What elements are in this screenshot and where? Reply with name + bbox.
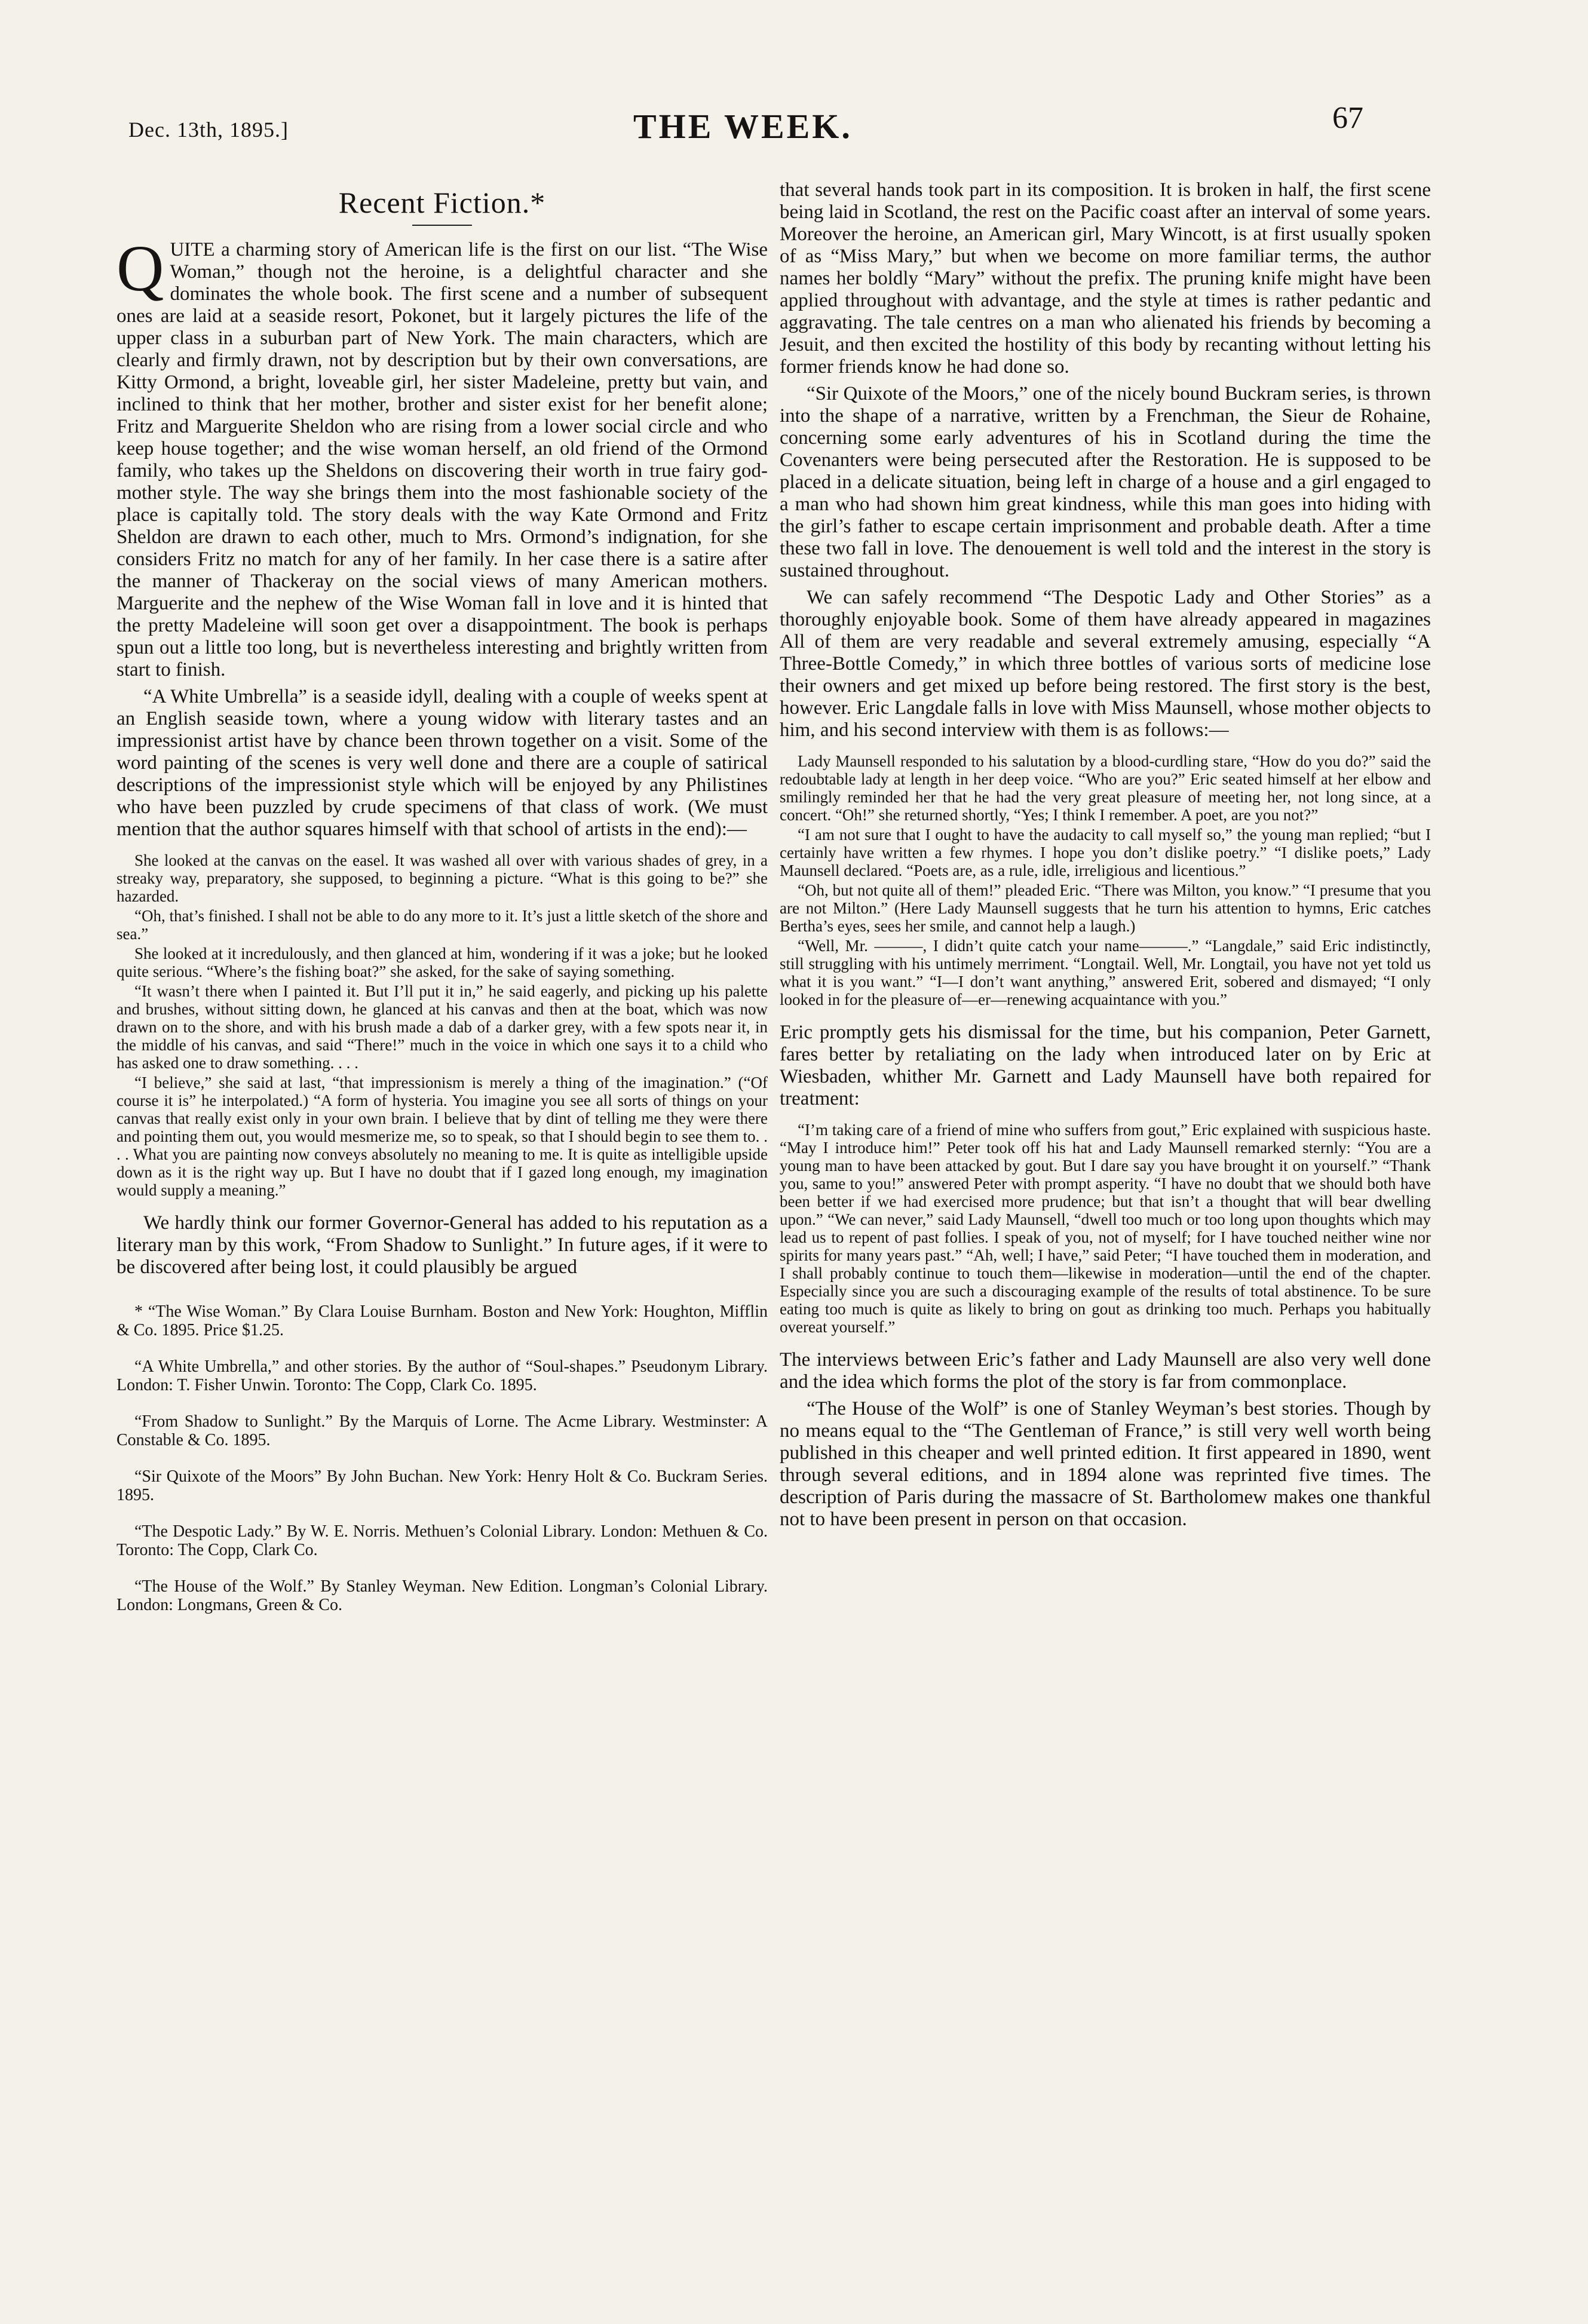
- footnote: “The House of the Wolf.” By Stanley Weyman. New Edition. Longman’s Colonial Library. London: Longmans, Green & Co.: [117, 1577, 768, 1614]
- footnotes: [117, 1302, 768, 1614]
- masthead: [0, 101, 1588, 160]
- journal-title: THE WEEK.: [633, 107, 853, 146]
- paragraph-continuation: that several hands took part in its composition. It is broken in half, the first scene being laid in Scotland, the rest on the Pacific coast after an interval of some years. Moreover the heroine, an American girl, Mary Wincott, is at first usually spoken of as “Miss Mary,” but when we become on more familiar terms, the author names her boldly “Mary” without the prefix. The pruning knife might have been applied throughout with advantage, and the style at times is rather pedantic and aggravating. The tale centres on a man who alienated his friends by becoming a Jesuit, and then excited the hostility of this body by recanting without letting his former friends know he had done so.: [780, 179, 1431, 378]
- quote-paragraph: “I am not sure that I ought to have the audacity to call myself so,” the young man replied; “but I certainly have written a few rhymes. I hope you don’t dislike poetry.” “I dislike poets,” Lady Maunsell declared. “Poets are, as a rule, idle, irreligious and licentious.”: [780, 826, 1431, 879]
- left-column: [117, 179, 768, 1632]
- paragraph-wise-woman: QUITE a charming story of American life is the first on our list. “The Wise Woman,” though not the heroine, is a delightful character and she dominates the whole book. The first scene and a number of subsequent ones are laid at a seaside resort, Pokonet, but it largely pictures the life of the upper class in a suburban part of New York. The main characters, which are clearly and firmly drawn, not by description but by their own conversations, are Kitty Ormond, a bright, loveable girl, her sister Madeleine, pretty but vain, and inclined to think that her mother, brother and sister exist for her benefit alone; Fritz and Marguerite Sheldon who are rising from a lower social circle and who keep house together; and the wise woman herself, an old friend of the Ormond family, who takes up the Sheldons on discovering their worth in true fairy god-mother style. The way she brings them into the most fashionable society of the place is capitally told. The story deals with the way Kate Ormond and Fritz Sheldon are drawn to each other, much to Mrs. Ormond’s indignation, for she considers Fritz no match for any of her family. In her case there is a satire after the manner of Thackeray on the social views of many American mothers. Marguerite and the nephew of the Wise Woman fall in love and it is hinted that the pretty Madeleine will soon get over a disappointment. The book is perhaps spun out a little too long, but is nevertheless interesting and brightly written from start to finish.: [117, 232, 768, 680]
- excerpt-despotic-lady-1: [780, 752, 1431, 1008]
- paragraph-despotic-lady: We can safely recommend “The Despotic Lady and Other Stories” as a thoroughly enjoyable book. Some of them have already appeared in magazines All of them are very readable and several extremely amusing, especially “A Three-Bottle Comedy,” in which three bottles of various sorts of medicine lose their owners and get mixed up before being restored. The first story is the best, however. Eric Langdale falls in love with Miss Maunsell, whose mother objects to him, and his second interview with them is as follows:—: [780, 587, 1431, 741]
- title-rule: [412, 225, 472, 226]
- quote-paragraph: Lady Maunsell responded to his salutation by a blood-curdling stare, “How do you do?” said the redoubtable lady at length in her deep voice. “Who are you?” Eric seated himself at her elbow and smilingly reminded her that he had the very great pleasure of meeting her, not long since, at a concert. “Oh!” she returned shortly, “Yes; I think I remember. A poet, are you not?”: [780, 752, 1431, 824]
- excerpt-despotic-lady-2: [780, 1121, 1431, 1336]
- quote-paragraph: She looked at the canvas on the easel. It was washed all over with various shades of grey, in a streaky way, preparatory, she supposed, to beginning a picture. “What is this going to be?” she hazarded.: [117, 851, 768, 905]
- quote-paragraph: “I believe,” she said at last, “that impressionism is merely a thing of the imagination.” (“Of course it is” he interpolated.) “A form of hysteria. You imagine you see all sorts of things on your canvas that really exist only in your own brain. I believe that by dint of telling me they were there and pointing them out, you would mesmerize me, so to speak, so that I should begin to see them to. . . . What you are painting now conveys absolutely no meaning to me. It is quite as intelligible upside down as it is the right way up. But I have no doubt that if I gazed long enough, my imagination would supply a meaning.”: [117, 1074, 768, 1199]
- paragraph-white-umbrella: “A White Umbrella” is a seaside idyll, dealing with a couple of weeks spent at an English seaside town, where a young widow with literary tastes and an impressionist artist have by chance been thrown together on a visit. Some of the word painting of the scenes is very well done and there are a couple of satirical descriptions of the impressionist style which will be enjoyed by any Philistines who have been puzzled by crude specimens of that class of work. (We must mention that the author squares himself with that school of artists in the end):—: [117, 686, 768, 840]
- quote-paragraph: “Well, Mr. ———, I didn’t quite catch your name———.” “Langdale,” said Eric indistinctly, still struggling with his untimely merriment. “Longtail. Well, Mr. Longtail, you have not yet told us what it is you want.” “I—I don’t want anything,” answered Erit, sobered and dismayed; “I only looked in for the pleasure of—er—renewing acquaintance with you.”: [780, 937, 1431, 1008]
- quote-paragraph: “It wasn’t there when I painted it. But I’ll put it in,” he said eagerly, and picking up his palette and brushes, without sitting down, he glanced at his canvas and then at the boat, which was now drawn on to the shore, and with his brush made a dab of a darker grey, with a few spots near it, in the middle of his canvas, and said “There!” much in the voice in which one says it to a child who has asked one to draw something. . . .: [117, 982, 768, 1072]
- footnote: “Sir Quixote of the Moors” By John Buchan. New York: Henry Holt & Co. Buckram Series. 1895.: [117, 1467, 768, 1504]
- excerpt-white-umbrella: [117, 851, 768, 1199]
- page-number: 67: [1332, 101, 1363, 135]
- footnote: * “The Wise Woman.” By Clara Louise Burnham. Boston and New York: Houghton, Mifflin & Co. 1895. Price $1.25.: [117, 1302, 768, 1339]
- quote-paragraph: “Oh, that’s finished. I shall not be able to do any more to it. It’s just a little sketch of the shore and sea.”: [117, 907, 768, 943]
- quote-paragraph: She looked at it incredulously, and then glanced at him, wondering if it was a joke; but he looked quite serious. “Where’s the fishing boat?” she asked, for the sake of saying something.: [117, 945, 768, 980]
- right-column: [780, 179, 1431, 1535]
- paragraph-house-of-wolf: “The House of the Wolf” is one of Stanley Weyman’s best stories. Though by no means equal to the “The Gentleman of France,” is still very well worth being published in this cheaper and well printed edition. It first appeared in 1890, went through several editions, and in 1894 alone was reprinted five times. The description of Paris during the massacre of St. Bartholomew makes one thankful not to have been present in person on that occasion.: [780, 1398, 1431, 1530]
- paragraph-interviews: The interviews between Eric’s father and Lady Maunsell are also very well done and the idea which forms the plot of the story is far from commonplace.: [780, 1349, 1431, 1393]
- drop-cap: Q: [117, 232, 164, 305]
- footnote: “From Shadow to Sunlight.” By the Marquis of Lorne. The Acme Library. Westminster: A Constable & Co. 1895.: [117, 1412, 768, 1449]
- footnote: “A White Umbrella,” and other stories. By the author of “Soul-shapes.” Pseudonym Library. London: T. Fisher Unwin. Toronto: The Copp, Clark Co. 1895.: [117, 1357, 768, 1394]
- quote-paragraph: “I’m taking care of a friend of mine who suffers from gout,” Eric explained with suspicious haste. “May I introduce him!” Peter took off his hat and Lady Maunsell remarked sternly: “You are a young man to have been attacked by gout. But I dare say you have brought it on yourself.” “Thank you, same to you!” answered Peter with prompt asperity. “I have no doubt that we should both have been better if we had exercised more prudence; but that isn’t a thought that will bear dwelling upon.” “We can never,” said Lady Maunsell, “dwell too much or too long upon thoughts which may lead us to repent of past follies. I speak of you, not of myself; for I have touched neither wine nor spirits for many years past.” “Ah, well; I have,” said Peter; “I have touched them in moderation, and I shall probably continue to touch them—likewise in moderation—until the end of the chapter. Especially since you are such a discouraging example of the results of total abstinence. To be sure eating too much is quite as likely to bring on gout as drinking too much. Perhaps you habitually overeat yourself.”: [780, 1121, 1431, 1336]
- paragraph-sir-quixote: “Sir Quixote of the Moors,” one of the nicely bound Buckram series, is thrown into the shape of a narrative, written by a Frenchman, the Sieur de Rohaine, concerning some early adventures of his in Scotland during the time the Covenanters were being persecuted after the Restoration. He is supposed to be placed in a delicate situation, being left in charge of a house and a girl engaged to a man who had shown him great kindness, while this man goes into hiding with the girl’s father to escape certain imprisonment and probable death. After a time these two fall in love. The denouement is well told and the interest in the story is sustained throughout.: [780, 383, 1431, 581]
- quote-paragraph: “Oh, but not quite all of them!” pleaded Eric. “There was Milton, you know.” “I presume that you are not Milton.” (Here Lady Maunsell suggests that he turn his attention to hymns, Eric catches Bertha’s eyes, sees her smile, and cannot help a laugh.): [780, 881, 1431, 935]
- issue-date: Dec. 13th, 1895.]: [128, 118, 289, 142]
- paragraph-shadow-to-sunlight: We hardly think our former Governor-General has added to his reputation as a literary man by this work, “From Shadow to Sunlight.” In future ages, if it were to be discovered after being lost, it could plausibly be argued: [117, 1212, 768, 1278]
- footnote: “The Despotic Lady.” By W. E. Norris. Methuen’s Colonial Library. London: Methuen & Co. Toronto: The Copp, Clark Co.: [117, 1522, 768, 1559]
- paragraph-eric-dismissal: Eric promptly gets his dismissal for the time, but his companion, Peter Garnett, fares better by retaliating on the lady when introduced later on by Eric at Wiesbaden, whither Mr. Garnett and Lady Maunsell have both repaired for treatment:: [780, 1022, 1431, 1109]
- article-title: Recent Fiction.*: [338, 186, 546, 219]
